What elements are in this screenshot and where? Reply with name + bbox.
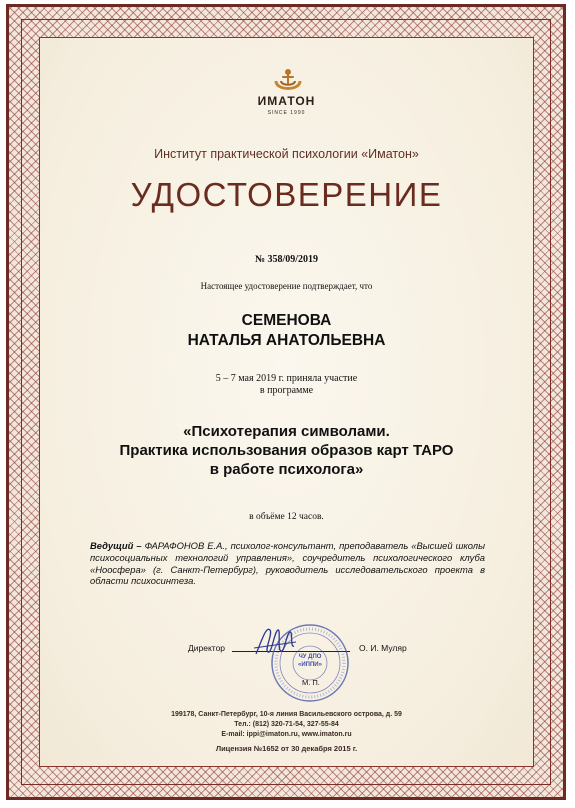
stamp-text-top: ЧУ ДПО <box>298 654 322 660</box>
confirm-text: Настоящее удостоверение подтверждает, что <box>200 281 373 291</box>
footer-email: E-mail: ippi@imaton.ru, www.imaton.ru <box>221 731 352 738</box>
handwritten-signature-icon <box>250 620 300 662</box>
program-title-line: «Психотерапия символами. <box>183 423 390 440</box>
imaton-logo-icon <box>272 65 304 97</box>
lead-paragraph <box>90 540 485 587</box>
logo-name: ИМАТОН <box>257 94 316 108</box>
document-title: УДОСТОВЕРЕНИЕ <box>130 176 443 213</box>
footer-phone: Тел.: (812) 320-71-54, 327-55-84 <box>234 721 339 728</box>
director-label: Директор <box>188 643 226 653</box>
lead-description: ФАРАФОНОВ Е.А., психолог-консультант, преподаватель «Высшей школы психосоциальных технологий управления», соучредитель психологического клуба «Ноосфера» (г. Санкт-Петербург), руководитель исследовательского проекта в области психосинтеза. <box>90 540 485 587</box>
footer-license: Лицензия №1652 от 30 декабря 2015 г. <box>215 744 358 753</box>
footer-address: 199178, Санкт-Петербург, 10-я линия Васильевского острова, д. 59 <box>171 711 402 718</box>
program-title-line: в работе психолога» <box>209 461 364 478</box>
recipient-given-names: НАТАЛЬЯ АНАТОЛЬЕВНА <box>187 332 386 349</box>
program-title-line: Практика использования образов карт ТАРО <box>119 442 454 459</box>
lead-label: Ведущий – <box>90 540 142 551</box>
certificate-body <box>39 37 534 767</box>
certificate-number: № 358/09/2019 <box>254 254 319 265</box>
institute-name: Институт практической психологии «Иматон» <box>154 147 419 161</box>
stamp-text-mid: «ИППИ» <box>298 662 322 668</box>
program-label: в программе <box>259 385 314 396</box>
program-hours: в объёме 12 часов. <box>249 512 324 522</box>
recipient-surname: СЕМЕНОВА <box>241 312 332 329</box>
logo-since: SINCE 1990 <box>267 110 306 116</box>
director-name: О. И. Муляр <box>359 643 407 653</box>
participation-dates: 5 – 7 мая 2019 г. приняла участие <box>215 373 358 384</box>
decorative-frame <box>6 4 566 800</box>
seal-place-label: М. П. <box>302 678 320 687</box>
